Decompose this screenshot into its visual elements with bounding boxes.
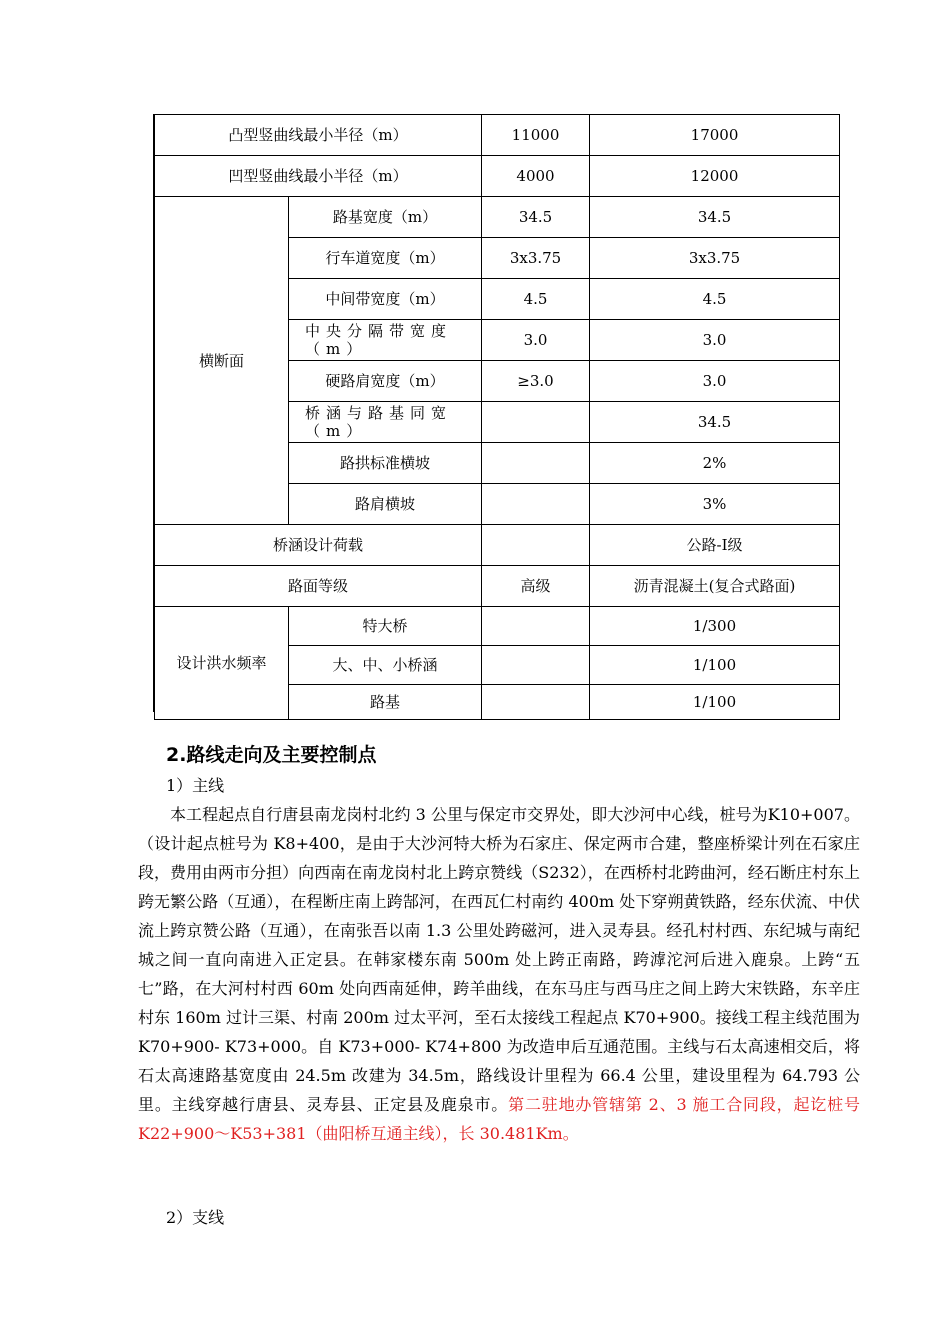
table-cell-label: 凹型竖曲线最小半径（m） xyxy=(155,156,482,197)
table-cell-value: ≥3.0 xyxy=(482,361,590,402)
subheading-branch: 2）支线 xyxy=(166,1208,225,1227)
table-cell-value: 17000 xyxy=(590,115,840,156)
table-cell-value: 沥青混凝土(复合式路面) xyxy=(590,566,840,607)
table-cell-label: 桥涵设计荷载 xyxy=(155,525,482,566)
table-cell-value xyxy=(482,646,590,685)
table-cell-value: 34.5 xyxy=(590,402,840,443)
table-cell-label: 凸型竖曲线最小半径（m） xyxy=(155,115,482,156)
section-heading: 2.路线走向及主要控制点 xyxy=(166,744,377,766)
table-cell-label: 硬路肩宽度（m） xyxy=(289,361,482,402)
table-cell-label: 路基宽度（m） xyxy=(289,197,482,238)
table-cell-value: 11000 xyxy=(482,115,590,156)
table-cell-value: 1/100 xyxy=(590,646,840,685)
table-cell-value xyxy=(482,402,590,443)
table-cell-label: 中央分隔带宽度（m） xyxy=(289,320,482,361)
table-row xyxy=(155,525,840,566)
table-cell-value: 3.0 xyxy=(590,320,840,361)
table-row xyxy=(155,607,840,646)
table-cell-value: 4.5 xyxy=(482,279,590,320)
table-row xyxy=(155,115,840,156)
table-cell-label: 中间带宽度（m） xyxy=(289,279,482,320)
flood-group-label: 设计洪水频率 xyxy=(155,607,289,720)
table-cell-value: 4000 xyxy=(482,156,590,197)
highlighted-text: 第二驻地办管辖第 2、3 施工合同段，起讫桩号 K22+900～K53+381（曲阳桥互通主线），长 30.481Km。 xyxy=(138,1095,860,1143)
table-cell-label: 桥涵与路基同宽（m） xyxy=(289,402,482,443)
table-cell-label: 特大桥 xyxy=(289,607,482,646)
paragraph-text: 本工程起点自行唐县南龙岗村北约 3 公里与保定市交界处，即大沙河中心线，桩号为K10+007。（设计起点桩号为 K8+400，是由于大沙河特大桥为石家庄、保定两市合建，整座桥梁计列在石家庄段，费用由两市分担）向西南在南龙岗村北上跨京赞线（S232），在西桥村北跨曲河，经石断庄村东上跨无繁公路（互通），在程断庄南上跨郜河，在西瓦仁村南约 400m 处下穿朔黄铁路，经东伏流、中伏流上跨京赞公路（互通），在南张吾以南 1.3 公里处跨磁河，进入灵寿县。经孔村村西、东纪城与南纪城之间一直向南进入正定县。在韩家楼东南 500m 处上跨正南路，跨滹沱河后进入鹿泉。上跨“五七”路，在大河村村西 60m 处向西南延伸，跨羊曲线，在东马庄与西马庄之间上跨大宋铁路，东辛庄村东 160m 过计三渠、村南 200m 过太平河，至石太接线工程起点 K70+900。接线工程主线范围为 K70+900- K73+000。自 K73+000- K74+800 为改造申后互通范围。主线与石太高速相交后，将石太高速路基宽度由 24.5m 改建为 34.5m，路线设计里程为 66.4 公里，建设里程为 64.793 公里。主线穿越行唐县、灵寿县、正定县及鹿泉市。 xyxy=(138,805,860,1114)
table-cell-value xyxy=(482,607,590,646)
table-cell-label: 路基 xyxy=(289,685,482,720)
table-cell-value: 3x3.75 xyxy=(482,238,590,279)
table-cell-label: 行车道宽度（m） xyxy=(289,238,482,279)
mainline-paragraph xyxy=(138,800,860,1148)
table-cell-value: 3.0 xyxy=(590,361,840,402)
subheading-mainline: 1）主线 xyxy=(166,776,225,795)
table-cell-value: 12000 xyxy=(590,156,840,197)
table-cell-label: 路面等级 xyxy=(155,566,482,607)
table-cell-value: 4.5 xyxy=(590,279,840,320)
table-cell-value: 3x3.75 xyxy=(590,238,840,279)
table-cell-value: 公路-I级 xyxy=(590,525,840,566)
table-cell-value: 1/300 xyxy=(590,607,840,646)
table-cell-label: 大、中、小桥涵 xyxy=(289,646,482,685)
design-standards-table xyxy=(154,114,840,720)
table-cell-value: 1/100 xyxy=(590,685,840,720)
table-cell-value: 高级 xyxy=(482,566,590,607)
table-cell-value xyxy=(482,525,590,566)
table-cell-value: 2% xyxy=(590,443,840,484)
table-cell-label: 路拱标准横坡 xyxy=(289,443,482,484)
table-cell-label: 路肩横坡 xyxy=(289,484,482,525)
cross-section-group-label: 横断面 xyxy=(155,197,289,525)
table-row xyxy=(155,197,840,238)
table-row xyxy=(155,566,840,607)
table-cell-value xyxy=(482,484,590,525)
table-cell-value xyxy=(482,443,590,484)
table-cell-value: 34.5 xyxy=(482,197,590,238)
table-cell-value: 3% xyxy=(590,484,840,525)
table-row xyxy=(155,156,840,197)
table-cell-value: 3.0 xyxy=(482,320,590,361)
table-cell-value: 34.5 xyxy=(590,197,840,238)
table-cell-value xyxy=(482,685,590,720)
